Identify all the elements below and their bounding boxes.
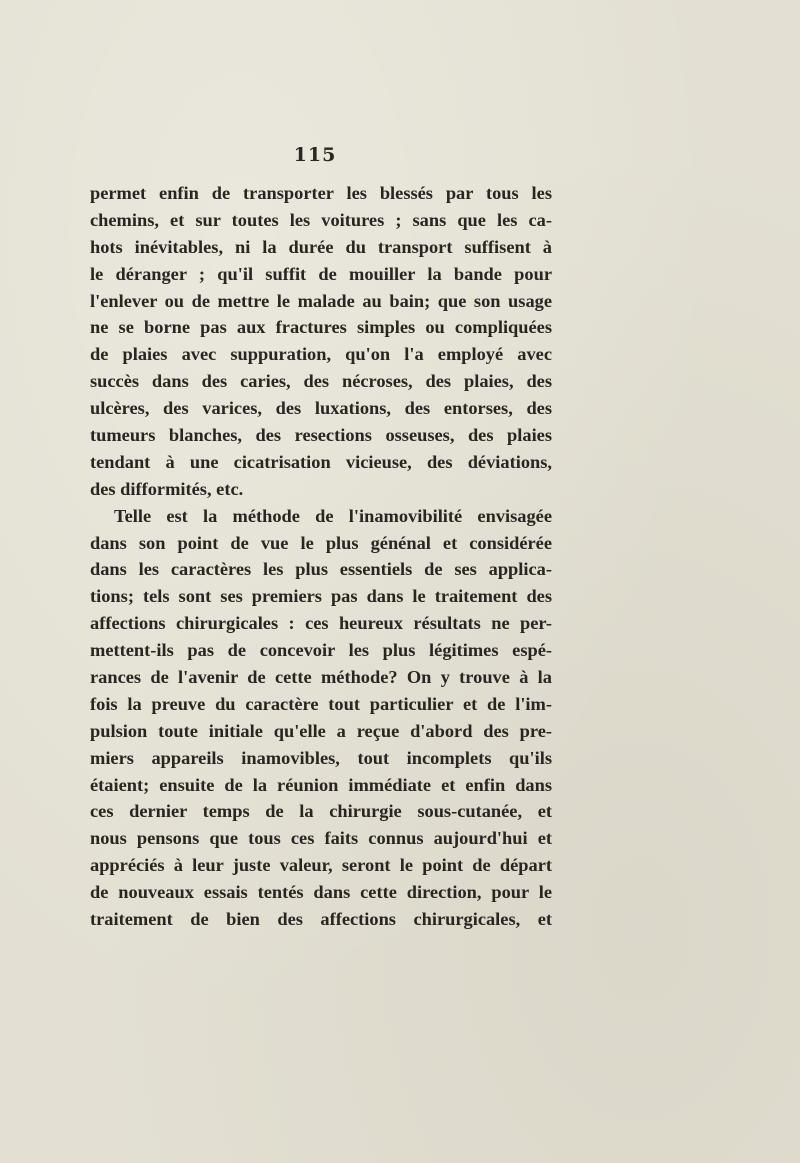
text-line: tions; tels sont ses premiers pas dans le traitement des [90, 586, 552, 607]
text-line: traitement de bien des affections chirurgicales, et [90, 909, 552, 930]
text-line: tendant à une cicatrisation vicieuse, des déviations, [90, 451, 552, 472]
text-line: l'enlever ou de mettre le malade au bain; que son usage [90, 290, 552, 311]
text-line: miers appareils inamovibles, tout incomplets qu'ils [90, 747, 552, 768]
text-line: le déranger ; qu'il suffit de mouiller la bande pour [90, 263, 552, 284]
text-line: ulcères, des varices, des luxations, des entorses, des [90, 398, 552, 419]
text-line: succès dans des caries, des nécroses, des plaies, des [90, 371, 552, 392]
text-line: affections chirurgicales : ces heureux résultats ne per- [90, 613, 552, 634]
paragraph-2 [90, 503, 552, 933]
text-line: ces dernier temps de la chirurgie sous-cutanée, et [90, 801, 552, 822]
text-line: des difformités, etc. [90, 478, 244, 499]
text-line: chemins, et sur toutes les voitures ; sans que les ca- [90, 209, 552, 230]
text-line: étaient; ensuite de la réunion immédiate et enfin dans [90, 774, 552, 795]
page-number: 115 [293, 144, 337, 166]
text-line: Telle est la méthode de l'inamovibilité envisagée [114, 505, 552, 526]
body-text [90, 180, 552, 933]
paragraph-1 [90, 180, 552, 503]
text-line: ne se borne pas aux fractures simples ou compliquées [90, 317, 552, 338]
text-line: appréciés à leur juste valeur, seront le point de départ [90, 855, 552, 876]
text-line: permet enfin de transporter les blessés par tous les [90, 183, 552, 203]
text-line: nous pensons que tous ces faits connus aujourd'hui et [90, 828, 552, 849]
text-line: dans les caractères les plus essentiels de ses applica- [90, 559, 552, 580]
text-line: rances de l'avenir de cette méthode? On y trouve à la [90, 667, 552, 688]
text-line: hots inévitables, ni la durée du transport suffisent à [90, 236, 552, 257]
text-line: fois la preuve du caractère tout particulier et de l'im- [90, 693, 552, 714]
text-line: de nouveaux essais tentés dans cette direction, pour le [90, 882, 552, 903]
text-line: mettent-ils pas de concevoir les plus légitimes espé- [90, 640, 552, 661]
text-line: pulsion toute initiale qu'elle a reçue d'abord des pre- [90, 720, 552, 741]
text-line: tumeurs blanches, des resections osseuses, des plaies [90, 425, 552, 446]
text-line: de plaies avec suppuration, qu'on l'a employé avec [90, 344, 552, 365]
text-line: dans son point de vue le plus génénal et considérée [90, 532, 552, 553]
